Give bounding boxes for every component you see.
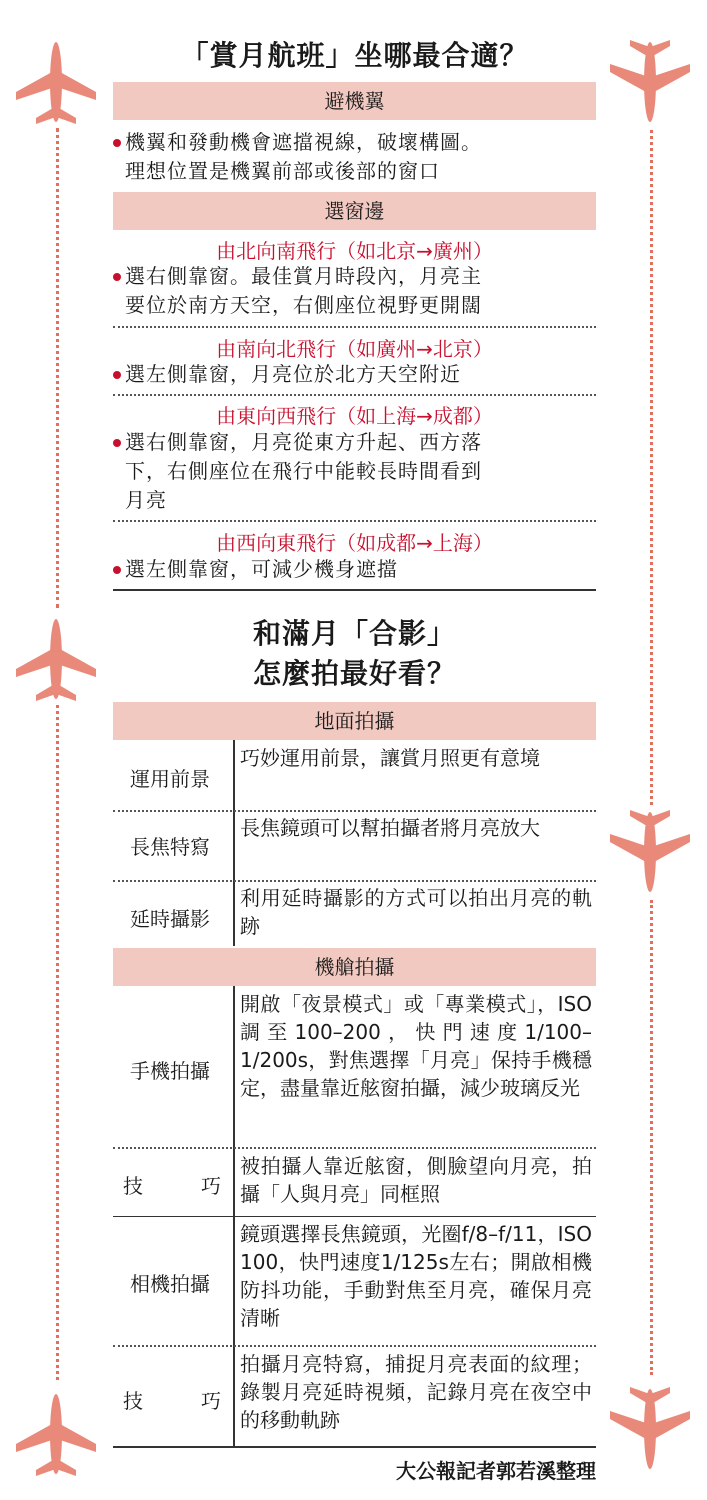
list-item-cont: 要位於南方天空，右側座位視野更開闊 [125,293,482,317]
route-direction: 由西向東飛行（如成都→上海） [216,531,493,555]
bullet-icon [113,439,121,447]
divider [113,1147,596,1149]
table-row-label: 延時攝影 [130,907,210,931]
list-item-cont: 下，右側座位在飛行中能較長時間看到 [125,459,482,483]
route-direction: 由東向西飛行（如上海→成都） [216,404,493,428]
table-row-text: 被拍攝人靠近舷窗，側臉望向月亮，拍攝「人與月亮」同框照 [240,1154,592,1206]
page-title: 「賞月航班」坐哪最合適？ [180,39,529,72]
airplane-icon [608,808,692,896]
route-direction: 由北向南飛行（如北京→廣州） [216,239,493,263]
list-item-cont: 理想位置是機翼前部或後部的窗口 [125,159,440,183]
section-header-wing: 避機翼 [113,82,596,120]
divider [113,1216,596,1217]
airplane-icon [608,1385,692,1473]
divider [113,326,596,328]
table-row-label: 長焦特寫 [130,835,210,859]
section-header-ground: 地面拍攝 [113,702,596,740]
table-row-text: 利用延時攝影的方式可以拍出月亮的軌跡 [240,886,592,938]
bullet-icon [113,371,121,379]
divider [113,880,596,882]
divider [113,810,596,812]
list-item: 選右側靠窗。最佳賞月時段內，月亮主 [125,262,595,290]
flight-path-right-2 [650,900,653,1375]
divider [113,394,596,396]
flight-path-right-1 [650,130,653,805]
section-end-rule [113,1446,596,1448]
bullet-icon [113,273,121,281]
airplane-icon [14,1390,98,1478]
list-item: 選左側靠窗，月亮位於北方天空附近 [125,360,595,388]
table-row-label: 技巧 [123,1174,221,1198]
table-row-label: 相機拍攝 [130,1272,210,1296]
table-row-text: 鏡頭選擇長焦鏡頭，光圈f/8–f/11，ISO 100，快門速度1/125s左右；開啟相機防抖功能，手動對焦至月亮，確保月亮清晰 [240,1222,592,1330]
airplane-icon [14,615,98,703]
airplane-icon [608,38,692,126]
list-item: 選右側靠窗，月亮從東方升起、西方落 [125,428,595,456]
flight-path-left-2 [56,705,59,1380]
list-item: 機翼和發動機會遮擋視線，破壞構圖。 [125,128,595,156]
list-item-cont: 月亮 [125,488,167,512]
divider [113,520,596,522]
table-divider [233,740,235,946]
table-row-text: 拍攝月亮特寫，捕捉月亮表面的紋理；錄製月亮延時視頻，記錄月亮在夜空中的移動軌跡 [240,1352,592,1432]
list-item: 選左側靠窗，可減少機身遮擋 [125,555,595,583]
table-row-text: 長焦鏡頭可以幫拍攝者將月亮放大 [240,816,540,840]
table-row-label: 運用前景 [130,767,210,791]
section-end-rule [113,589,596,591]
section-header-cabin: 機艙拍攝 [113,948,596,986]
table-row-text: 巧妙運用前景，讓賞月照更有意境 [240,746,540,770]
section-title: 和滿月「合影」 [252,617,456,650]
table-row-label: 手機拍攝 [130,1059,210,1083]
section-title: 怎麼拍最好看？ [252,657,456,690]
bullet-icon [113,139,121,147]
section-header-window: 選窗邊 [113,192,596,230]
divider [113,1345,596,1347]
route-direction: 由南向北飛行（如廣州→北京） [216,337,493,361]
table-row-label: 技巧 [123,1389,221,1413]
flight-path-left-1 [56,128,59,608]
airplane-icon [14,38,98,126]
bullet-icon [113,566,121,574]
credit-line: 大公報記者郭若溪整理 [396,1459,596,1483]
table-row-text: 開啟「夜景模式」或「專業模式」，ISO調至100–200，快門速度1/100–1/200s，對焦選擇「月亮」保持手機穩定，盡量靠近舷窗拍攝，減少玻璃反光 [240,992,592,1100]
